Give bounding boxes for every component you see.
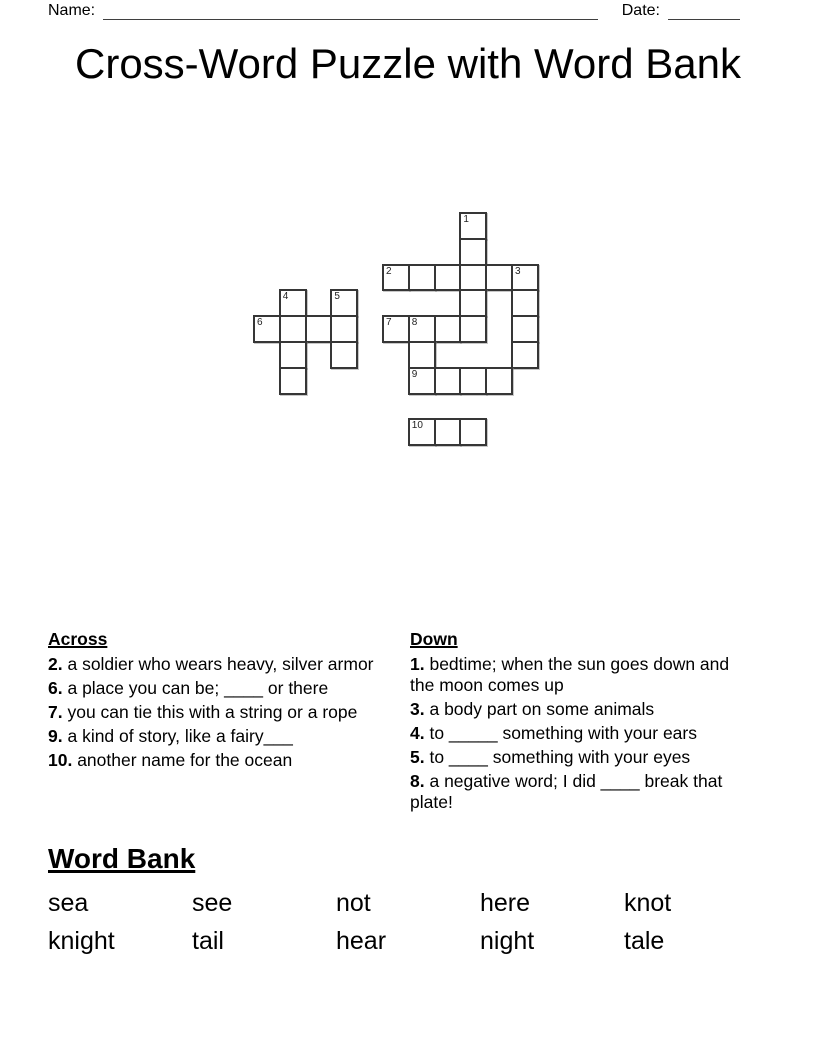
crossword-cell-r1-c8[interactable] [459, 238, 487, 266]
cell-number: 3 [515, 265, 521, 277]
clue-number: 10. [48, 750, 73, 770]
down-heading: Down [410, 629, 458, 649]
cell-number: 8 [411, 317, 418, 329]
word-bank-item: hear [336, 927, 387, 955]
cell-number: 1 [463, 214, 469, 225]
crossword-cell-r4-c8[interactable] [459, 315, 487, 343]
down-clues-section [410, 629, 752, 816]
worksheet-header [48, 2, 740, 21]
crossword-cell-r2-c9[interactable] [485, 264, 513, 292]
crossword-cell-r6-c6[interactable] [408, 367, 436, 395]
crossword-cell-r2-c8[interactable] [459, 264, 487, 292]
cell-number: 2 [386, 265, 392, 277]
clue-number: 1. [410, 654, 425, 674]
crossword-cell-r4-c0[interactable] [253, 315, 281, 343]
crossword-cell-r5-c10[interactable] [511, 341, 539, 369]
crossword-cell-r3-c10[interactable] [511, 289, 539, 317]
clue-item: 4. to _____ something with your ears [410, 723, 697, 743]
date-label: Date: [621, 2, 660, 19]
down-clue-list [410, 654, 752, 813]
cell-number: 10 [411, 420, 423, 432]
word-bank-item: here [480, 889, 531, 917]
date-fill-line[interactable] [668, 4, 740, 20]
word-bank-item: knight [48, 927, 115, 955]
across-clues-section [48, 629, 378, 774]
word-bank-item: tale [624, 927, 665, 955]
crossword-cell-r5-c6[interactable] [408, 341, 436, 369]
crossword-cell-r2-c7[interactable] [434, 264, 462, 292]
crossword-cell-r6-c7[interactable] [434, 367, 462, 395]
clue-number: 2. [48, 654, 63, 674]
clue-number: 8. [410, 771, 425, 791]
clue-item: 2. a soldier who wears heavy, silver armor [48, 654, 374, 674]
crossword-cell-r5-c1[interactable] [279, 341, 307, 369]
crossword-cell-r2-c10[interactable] [511, 264, 539, 292]
clue-number: 3. [410, 699, 425, 719]
crossword-cell-r3-c8[interactable] [459, 289, 487, 317]
clue-number: 6. [48, 678, 63, 698]
word-bank-item: not [336, 889, 371, 917]
crossword-cell-r0-c8[interactable] [459, 212, 487, 240]
name-fill-line[interactable] [103, 4, 598, 20]
word-bank-item: see [192, 889, 233, 917]
crossword-cell-r6-c1[interactable] [279, 367, 307, 395]
crossword-cell-r5-c3[interactable] [330, 341, 358, 369]
clue-item: 3. a body part on some animals [410, 699, 655, 719]
clue-number: 9. [48, 726, 63, 746]
clue-item: 8. a negative word; I did ____ break that plate! [410, 771, 723, 812]
crossword-cell-r4-c5[interactable] [382, 315, 410, 343]
crossword-grid [253, 212, 540, 447]
clue-item: 9. a kind of story, like a fairy___ [48, 726, 293, 746]
crossword-cell-r8-c7[interactable] [434, 418, 462, 446]
word-bank-item: tail [192, 927, 224, 955]
across-heading: Across [48, 629, 108, 649]
cell-number: 6 [257, 317, 263, 329]
crossword-cell-r3-c1[interactable] [279, 289, 307, 317]
crossword-cell-r4-c6[interactable] [408, 315, 436, 343]
crossword-cell-r4-c2[interactable] [305, 315, 333, 343]
cell-number: 7 [386, 317, 392, 329]
crossword-cell-r4-c1[interactable] [279, 315, 307, 343]
word-bank-heading: Word Bank [48, 843, 196, 874]
word-bank-item: sea [48, 889, 89, 917]
crossword-cell-r3-c3[interactable] [330, 289, 358, 317]
word-bank-item: knot [624, 889, 672, 917]
clue-number: 4. [410, 723, 425, 743]
crossword-cell-r8-c6[interactable] [408, 418, 436, 446]
clue-item: 10. another name for the ocean [48, 750, 293, 770]
clue-item: 1. bedtime; when the sun goes down and the moon comes up [410, 654, 730, 695]
clue-item: 7. you can tie this with a string or a rope [48, 702, 358, 722]
cell-number: 5 [334, 291, 340, 303]
crossword-cell-r6-c9[interactable] [485, 367, 513, 395]
clue-item: 5. to ____ something with your eyes [410, 747, 691, 767]
crossword-cell-r6-c8[interactable] [459, 367, 487, 395]
crossword-cell-r2-c6[interactable] [408, 264, 436, 292]
crossword-cell-r2-c5[interactable] [382, 264, 410, 292]
across-clue-list [48, 654, 378, 771]
word-bank-item: night [480, 927, 535, 955]
name-label: Name: [48, 2, 96, 19]
clue-item: 6. a place you can be; ____ or there [48, 678, 329, 698]
crossword-cell-r4-c10[interactable] [511, 315, 539, 343]
crossword-cell-r8-c8[interactable] [459, 418, 487, 446]
cell-number: 4 [282, 291, 289, 303]
crossword-cell-r4-c3[interactable] [330, 315, 358, 343]
word-bank [48, 884, 768, 960]
cell-number: 9 [411, 368, 418, 380]
clue-number: 5. [410, 747, 425, 767]
crossword-cell-r4-c7[interactable] [434, 315, 462, 343]
clue-number: 7. [48, 702, 63, 722]
page-title: Cross-Word Puzzle with Word Bank [75, 40, 741, 87]
